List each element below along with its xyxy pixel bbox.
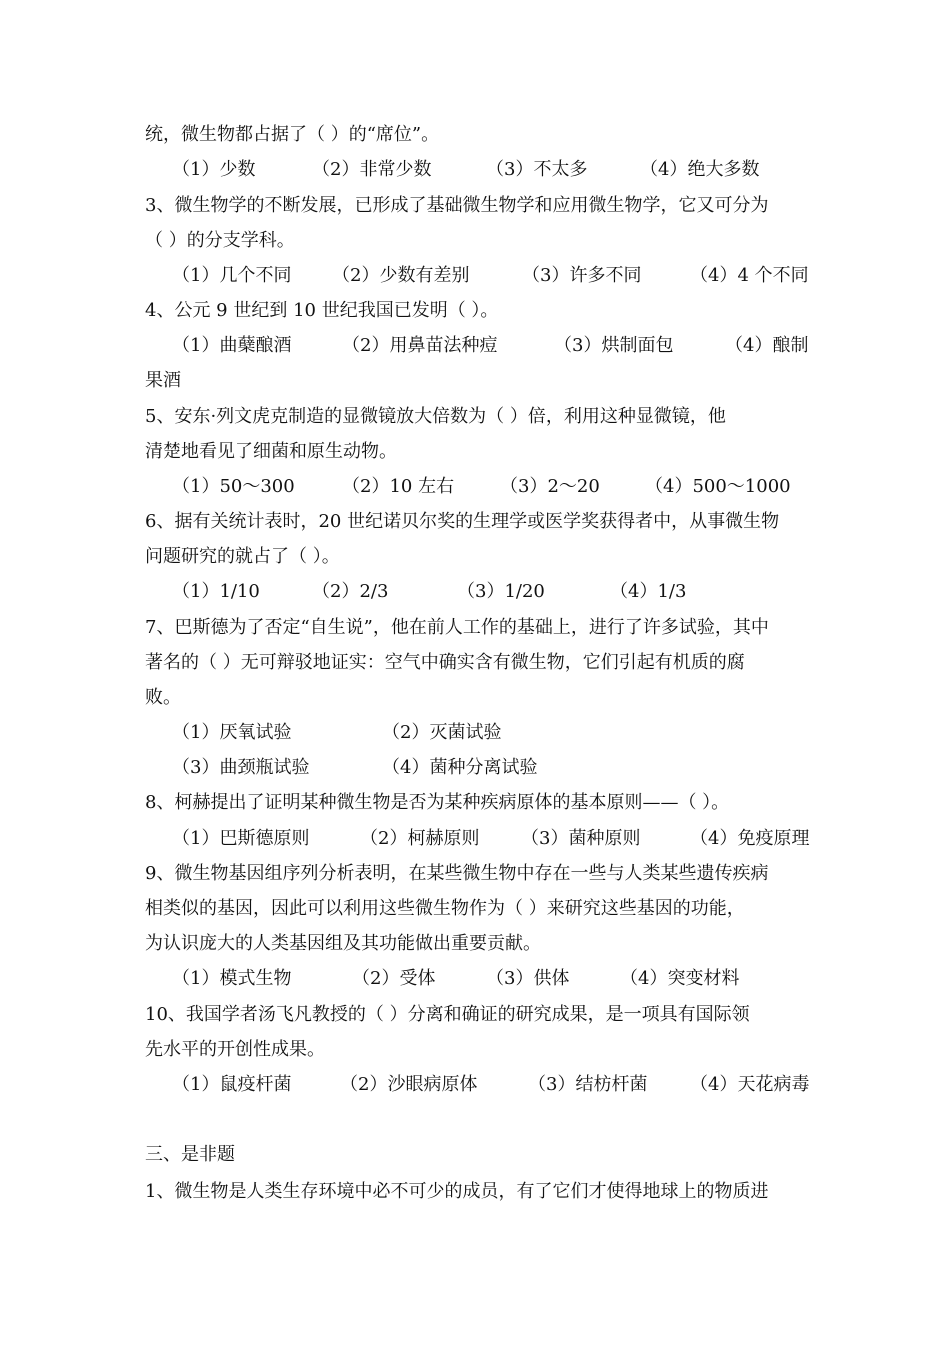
option-3: （3）2～20 xyxy=(500,476,600,497)
option-4: （4）酿制 xyxy=(725,335,809,356)
question-3-line-2: （ ）的分支学科。 xyxy=(145,230,295,251)
option-2: （2）10 左右 xyxy=(342,476,455,497)
option-row xyxy=(0,475,950,499)
option-row xyxy=(0,827,950,851)
question-6-line-1: 6、据有关统计表时，20 世纪诺贝尔奖的生理学或医学奖获得者中，从事微生物 xyxy=(145,511,780,532)
option-3: （3）许多不同 xyxy=(522,265,642,286)
option-row xyxy=(0,158,950,182)
question-9-line-3: 为认识庞大的人类基因组及其功能做出重要贡献。 xyxy=(145,933,541,954)
section-heading: 三、是非题 xyxy=(145,1144,235,1165)
option-1: （1）曲蘖酿酒 xyxy=(172,335,292,356)
option-4: （4）500～1000 xyxy=(645,476,791,497)
question-4-line-1: 4、公元 9 世纪到 10 世纪我国已发明（ ）。 xyxy=(145,300,499,321)
option-2: （2）灭菌试验 xyxy=(382,722,502,743)
option-3: （3）结枋杆菌 xyxy=(528,1074,648,1095)
option-2: （2）2/3 xyxy=(312,581,389,602)
option-2: （2）用鼻苗法种痘 xyxy=(342,335,498,356)
option-2: （2）少数有差别 xyxy=(332,265,470,286)
option-1: （1）巴斯德原则 xyxy=(172,828,310,849)
option-4: （4）天花病毒 xyxy=(690,1074,810,1095)
option-2: （2）受体 xyxy=(352,968,436,989)
option-4: （4）突变材料 xyxy=(620,968,740,989)
option-2: （2）非常少数 xyxy=(312,159,432,180)
option-4: （4）免疫原理 xyxy=(690,828,810,849)
option-3: （3）1/20 xyxy=(457,581,545,602)
question-8-line-1: 8、柯赫提出了证明某种微生物是否为某种疾病原体的基本原则——（ ）。 xyxy=(145,792,730,813)
question-text-line: 统，微生物都占据了（ ）的“席位”。 xyxy=(145,124,440,145)
option-2: （2）柯赫原则 xyxy=(360,828,480,849)
question-7-line-3: 败。 xyxy=(145,687,181,708)
question-7-line-1: 7、巴斯德为了否定“自生说”，他在前人工作的基础上，进行了许多试验，其中 xyxy=(145,617,769,638)
option-4: （4）4 个不同 xyxy=(690,265,809,286)
option-row xyxy=(0,967,950,991)
option-4: （4）菌种分离试验 xyxy=(382,757,538,778)
option-3: （3）供体 xyxy=(486,968,570,989)
question-7-line-2: 著名的（ ）无可辩驳地证实：空气中确实含有微生物，它们引起有机质的腐 xyxy=(145,652,745,673)
option-1: （1）1/10 xyxy=(172,581,260,602)
option-3: （3）菌种原则 xyxy=(521,828,641,849)
question-5-line-2: 清楚地看见了细菌和原生动物。 xyxy=(145,441,397,462)
option-1: （1）鼠疫杆菌 xyxy=(172,1074,292,1095)
option-1: （1）模式生物 xyxy=(172,968,292,989)
question-6-line-2: 问题研究的就占了（ ）。 xyxy=(145,546,340,567)
question-3-line-1: 3、微生物学的不断发展，已形成了基础微生物学和应用微生物学，它又可分为 xyxy=(145,195,769,216)
option-3: （3）不太多 xyxy=(486,159,588,180)
true-false-question-1-line-1: 1、微生物是人类生存环境中必不可少的成员，有了它们才使得地球上的物质进 xyxy=(145,1181,769,1202)
option-4: （4）1/3 xyxy=(610,581,687,602)
option-wrap-line: 果酒 xyxy=(145,370,181,391)
option-4: （4）绝大多数 xyxy=(640,159,760,180)
option-1: （1）少数 xyxy=(172,159,256,180)
option-1: （1）50～300 xyxy=(172,476,295,497)
option-row xyxy=(0,264,950,288)
option-row xyxy=(0,334,950,358)
question-9-line-2: 相类似的基因，因此可以利用这些微生物作为（ ）来研究这些基因的功能， xyxy=(145,898,745,919)
option-row xyxy=(0,1073,950,1097)
question-5-line-1: 5、安东·列文虎克制造的显微镜放大倍数为（ ）倍，利用这种显微镜，他 xyxy=(145,406,726,427)
question-10-line-1: 10、我国学者汤飞凡教授的（ ）分离和确证的研究成果，是一项具有国际领 xyxy=(145,1004,750,1025)
option-1: （1）厌氧试验 xyxy=(172,722,292,743)
option-3: （3）曲颈瓶试验 xyxy=(172,757,310,778)
question-10-line-2: 先水平的开创性成果。 xyxy=(145,1039,325,1060)
option-row xyxy=(0,756,950,780)
option-row xyxy=(0,580,950,604)
question-9-line-1: 9、微生物基因组序列分析表明，在某些微生物中存在一些与人类某些遗传疾病 xyxy=(145,863,769,884)
option-3: （3）烘制面包 xyxy=(554,335,674,356)
option-2: （2）沙眼病原体 xyxy=(340,1074,478,1095)
option-1: （1）几个不同 xyxy=(172,265,292,286)
option-row xyxy=(0,721,950,745)
